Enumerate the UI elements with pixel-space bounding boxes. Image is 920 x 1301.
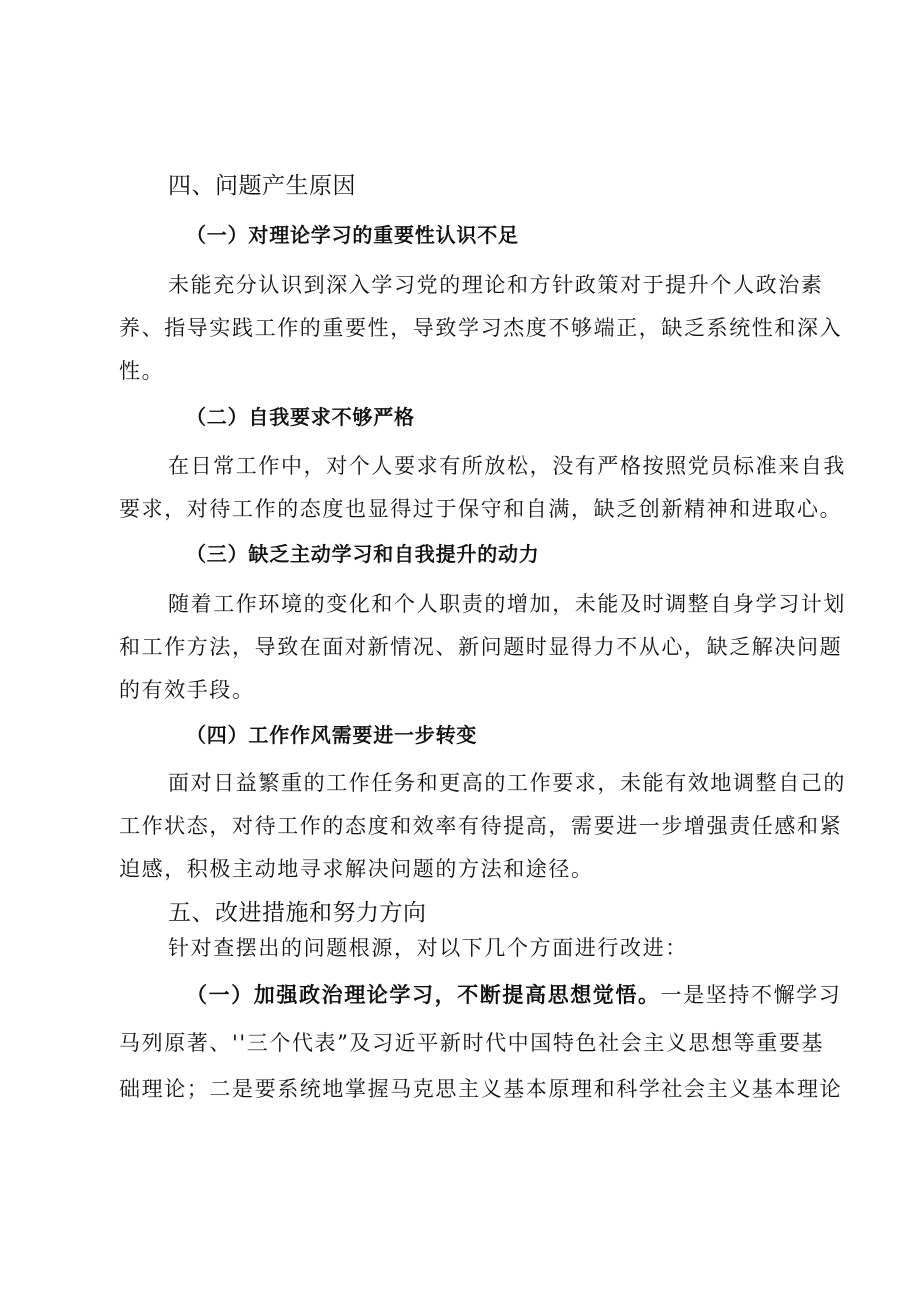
subsection-title-4-2: （二）自我要求不够严格 <box>186 405 415 429</box>
paragraph-line: 养、指导实践工作的重要性，导致学习杰度不够端正，缺乏系统性和深入 <box>119 316 843 340</box>
section-heading-5: 五、改进措施和努力方向 <box>168 900 427 926</box>
subsection-title-4-4: （四）工作作风需要进一步转变 <box>186 723 478 747</box>
section-intro: 针对查摆出的问题根源，对以下几个方面进行改进： <box>168 936 688 960</box>
paragraph-line: 的有效手段。 <box>119 678 255 702</box>
paragraph-line: 未能充分认识到深入学习党的理论和方针政策对于提升个人政治素 <box>168 273 824 297</box>
paragraph-line: 性。 <box>119 359 165 383</box>
paragraph-line: 工作状态，对待工作的态度和效率有待提高，需要进一步增强责任感和紧 <box>119 814 843 838</box>
paragraph-line: 马列原著、''三个代表”及习近平新时代中国特色社会主义思想等重要基 <box>119 1031 825 1055</box>
paragraph-line: 要求，对待工作的态度也显得过于保守和自满，缺乏创新精神和进取心。 <box>119 497 843 521</box>
paragraph-line: 在日常工作中，对个人要求有所放松，没有严格按照党员标准来自我 <box>168 454 846 478</box>
section-heading-4: 四、问题产生原因 <box>168 173 356 199</box>
paragraph-line: 和工作方法，导致在面对新情况、新问题时显得力不从心，缺乏解决问题 <box>119 635 843 659</box>
measure-item-1-first-line <box>186 981 841 1009</box>
subsection-title-4-1: （一）对理论学习的重要性认识不足 <box>186 223 519 247</box>
subsection-title-4-3: （三）缺乏主动学习和自我提升的动力 <box>186 542 540 566</box>
paragraph-line: 础理论；二是要系统地掌握马克思主义基本原理和科学社会主义基本理论 <box>119 1077 843 1101</box>
measure-item-1-bold: （一）加强政治理论学习，不断提高思想觉悟。 <box>186 983 661 1007</box>
paragraph-line: 迫感，积极主动地寻求解决问题的方法和途径。 <box>119 857 594 881</box>
paragraph-line: 随着工作环境的变化和个人职责的增加，未能及时调整自身学习计划 <box>168 592 846 616</box>
paragraph-line: 面对日益繁重的工作任务和更高的工作要求，未能有效地调整自己的 <box>168 771 846 795</box>
measure-item-1-rest: 一是坚持不懈学习 <box>660 983 842 1007</box>
